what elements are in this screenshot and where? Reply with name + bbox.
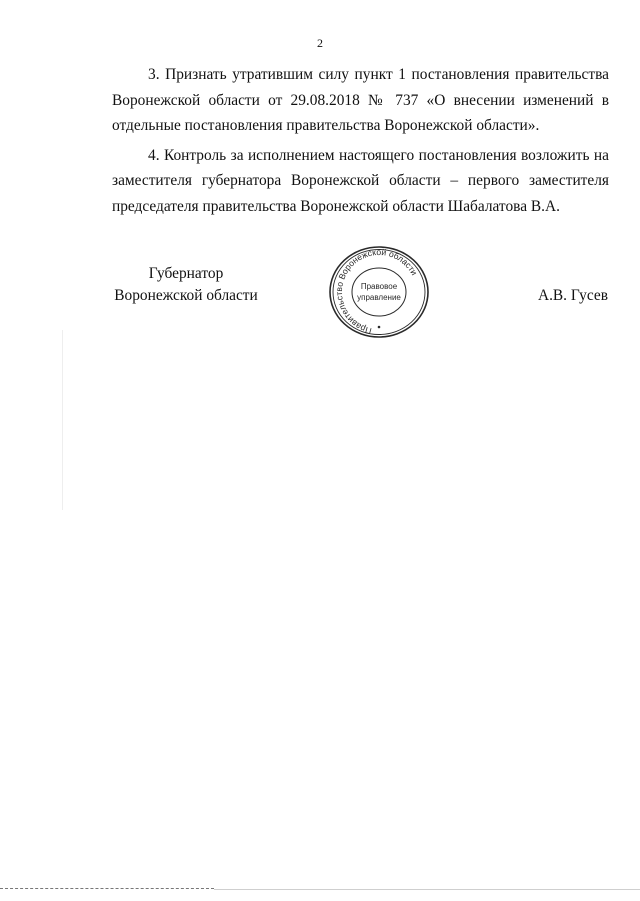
stamp-inner-line1: Правовое <box>360 282 398 291</box>
page-number: 2 <box>317 36 323 50</box>
signatory-name: А.В. Гусев <box>537 287 608 304</box>
page-bottom-edge <box>0 888 214 889</box>
signatory-position <box>112 263 260 307</box>
stamp-dot <box>378 326 381 329</box>
page-bottom-edge-light <box>214 889 640 890</box>
stamp-inner-line2: управление <box>357 293 401 302</box>
paragraph-3: 3. Признать утратившим силу пункт 1 постановления правительства Воронежской области от 29.08.2018 № 737 «О внесении изменений в отдельные постановления правительства Воронежской области». <box>112 66 609 134</box>
stamp-icon <box>327 244 431 340</box>
document-body <box>112 62 609 223</box>
scan-artifact <box>62 330 63 510</box>
signatory-position-line1: Губернатор <box>148 265 224 282</box>
paragraph-4: 4. Контроль за исполнением настоящего постановления возложить на заместителя губернатора Воронежской области – первого заместителя председателя правительства Воронежской области Шабалатова В.А. <box>112 146 609 215</box>
stamp-outer-text: Правительство Воронежской области <box>333 246 420 337</box>
official-stamp <box>327 244 431 340</box>
signatory-position-line2: Воронежской области <box>114 287 258 304</box>
